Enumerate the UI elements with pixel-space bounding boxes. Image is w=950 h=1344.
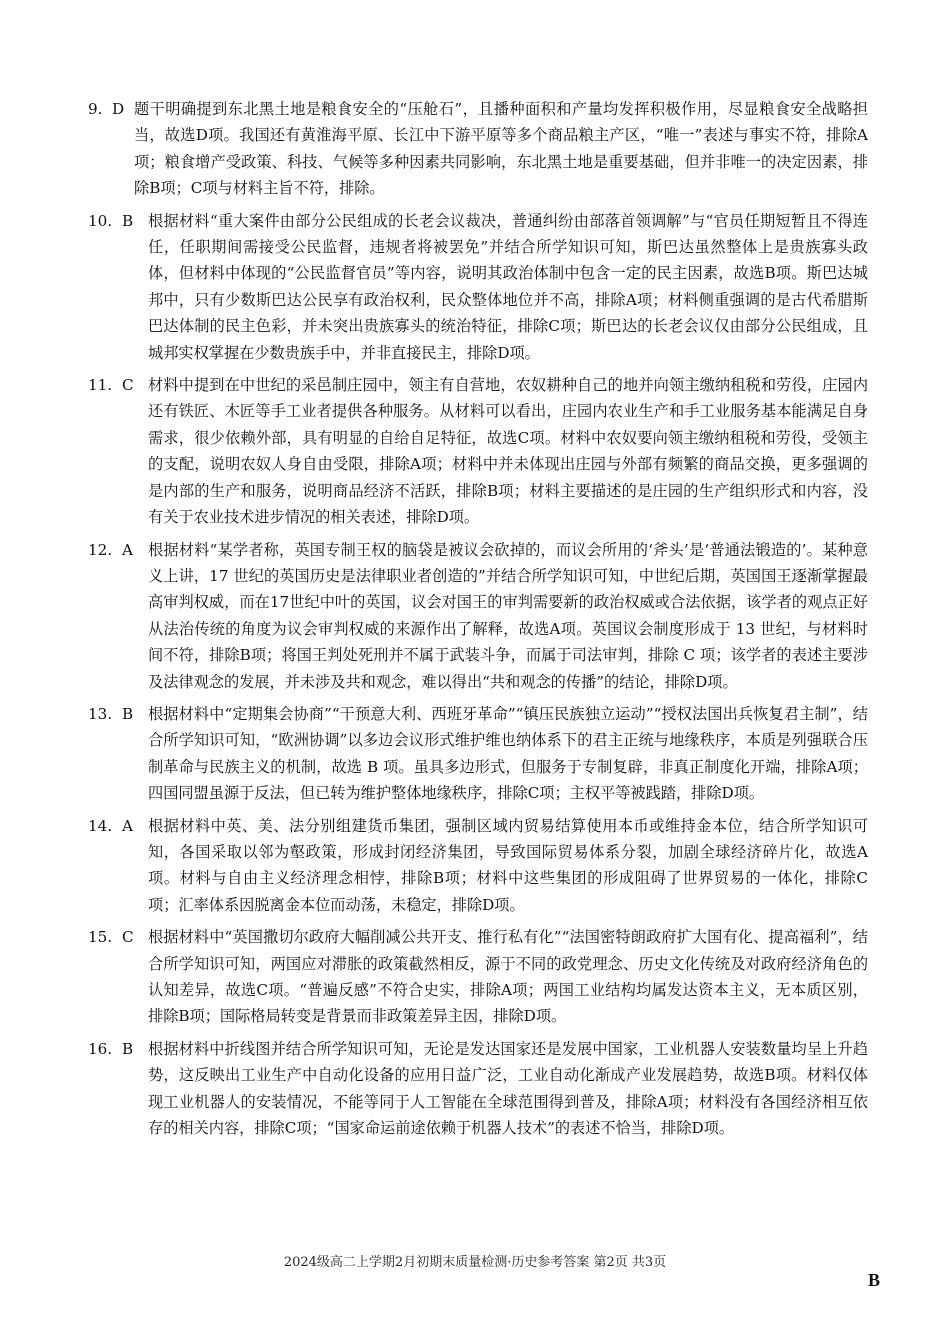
answer-choice: B [122,1039,134,1058]
answer-choice: D [112,100,125,118]
paper-version-mark: B [868,1270,881,1290]
answer-choice: B [122,704,134,723]
question-number: 12. [88,540,113,559]
question-number: 9. [88,100,103,118]
answer-item-12 [88,537,868,695]
answer-explanation: 根据材料“某学者称，英国专制王权的脑袋是被议会砍掉的，而议会所用的‘斧头’是‘普通法锻造的’。某种意义上讲，17 世纪的英国历史是法律职业者创造的”并结合所学知识可知，中世纪后期，英国国王逐渐掌握最高审判权威，而在17世纪中叶的英国，议会对国王的审判需要新的政治权威或合法依据，该学者的观点正好从法治传统的角度为议会审判权威的来源作出了解释，故选A项。英国议会制度形成于 13 世纪，与材料时间不符，排除B项；将国王判处死刑并不属于武装斗争，而属于司法审判，排除 C 项；该学者的表述主要涉及法律观念的发展，并未涉及共和观念，难以得出“共和观念的传播”的结论，排除D项。 [148,540,868,691]
answer-item-15 [88,924,868,1030]
answer-item-9 [88,96,868,202]
answer-item-14 [88,813,868,919]
answer-explanation: 根据材料中“定期集会协商”“干预意大利、西班牙革命”“镇压民族独立运动”“授权法国出兵恢复君主制”，结合所学知识可知，“欧洲协调”以多边会议形式维护维也纳体系下的君主正统与地缘秩序，本质是列强联合压制革命与民族主义的机制，故选 B 项。虽具多边形式，但服务于专制复辟，非真正制度化开端，排除A项；四国同盟虽源于反法，但已转为维护整体地缘秩序，排除C项；主权平等被践踏，排除D项。 [148,704,868,803]
answer-explanation: 根据材料“重大案件由部分公民组成的长老会议裁决，普通纠纷由部落首领调解”与“官员任期短暂且不得连任，任职期间需接受公民监督，违规者将被罢免”并结合所学知识可知，斯巴达虽然整体上是贵族寡头政体，但材料中体现的“公民监督官员”等内容，说明其政治体制中包含一定的民主因素，故选B项。斯巴达城邦中，只有少数斯巴达公民享有政治权利，民众整体地位并不高，排除A项；材料侧重强调的是古代希腊斯巴达体制的民主色彩，并未突出贵族寡头的统治特征，排除C项；斯巴达的长老会议仅由部分公民组成，且城邦实权掌握在少数贵族手中，并非直接民主，排除D项。 [148,211,868,362]
answer-item-16 [88,1036,868,1142]
answer-explanation: 根据材料中“英国撒切尔政府大幅削减公共开支、推行私有化”“法国密特朗政府扩大国有化、提高福利”，结合所学知识可知，两国应对滞胀的政策截然相反，源于不同的政党理念、历史文化传统及对政府经济角色的认知差异，故选C项。“普遍反感”不符合史实，排除A项；两国工业结构均属发达资本主义，无本质区别，排除B项；国际格局转变是背景而非政策差异主因，排除D项。 [148,928,868,1026]
answer-choice: B [122,211,134,230]
answer-choice: C [122,376,134,395]
question-number: 11. [88,376,113,395]
answer-choice: A [122,540,133,559]
answer-list [88,96,868,1147]
question-number: 13. [88,704,113,723]
answer-item-13 [88,701,868,807]
answer-choice: A [122,816,133,835]
page-footer: 2024级高二上学期2月初期末质量检测·历史参考答案 第2页 共3页 [283,1255,667,1270]
answer-choice: C [122,928,134,947]
answer-explanation: 根据材料中折线图并结合所学知识可知，无论是发达国家还是发展中国家，工业机器人安装数量均呈上升趋势，这反映出工业生产中自动化设备的应用日益广泛，工业自动化渐成产业发展趋势，故选B项。材料仅体现工业机器人的安装情况，不能等同于人工智能在全球范围得到普及，排除A项；材料没有各国经济相互依存的相关内容，排除C项；“国家命运前途依赖于机器人技术”的表述不恰当，排除D项。 [148,1039,868,1138]
answer-explanation: 根据材料中英、美、法分别组建货币集团，强制区域内贸易结算使用本币或维持金本位，结合所学知识可知，各国采取以邻为壑政策，形成封闭经济集团，导致国际贸易体系分裂，加剧全球经济碎片化，故选A项。材料与自由主义经济理念相悖，排除B项；材料中这些集团的形成阻碍了世界贸易的一体化，排除C项；汇率体系因脱离金本位而动荡，未稳定，排除D项。 [148,816,868,914]
answer-explanation: 材料中提到在中世纪的采邑制庄园中，领主有自营地，农奴耕种自己的地并向领主缴纳租税和劳役，庄园内还有铁匠、木匠等手工业者提供各种服务。从材料可以看出，庄园内农业生产和手工业服务基本能满足自身需求，很少依赖外部，具有明显的自给自足特征，故选C项。材料中农奴要向领主缴纳租税和劳役，受领主的支配，说明农奴人身自由受限，排除A项；材料中并未体现出庄园与外部有频繁的商品交换，更多强调的是内部的生产和服务，说明商品经济不活跃，排除B项；材料主要描述的是庄园的生产组织形式和内容，没有关于农业技术进步情况的相关表述，排除D项。 [148,376,868,527]
question-number: 15. [88,928,113,947]
question-number: 16. [88,1039,113,1058]
question-number: 10. [88,211,113,230]
answer-item-10 [88,208,868,366]
answer-item-11 [88,372,868,530]
answer-explanation: 题干明确提到东北黑土地是粮食安全的“压舱石”，且播种面积和产量均发挥积极作用，尽显粮食安全战略担当，故选D项。我国还有黄淮海平原、长江中下游平原等多个商品粮主产区，“唯一”表述与事实不符，排除A项；粮食增产受政策、科技、气候等多种因素共同影响，东北黑土地是重要基础，但并非唯一的决定因素，排除B项；C项与材料主旨不符，排除。 [134,100,868,198]
question-number: 14. [88,816,113,835]
